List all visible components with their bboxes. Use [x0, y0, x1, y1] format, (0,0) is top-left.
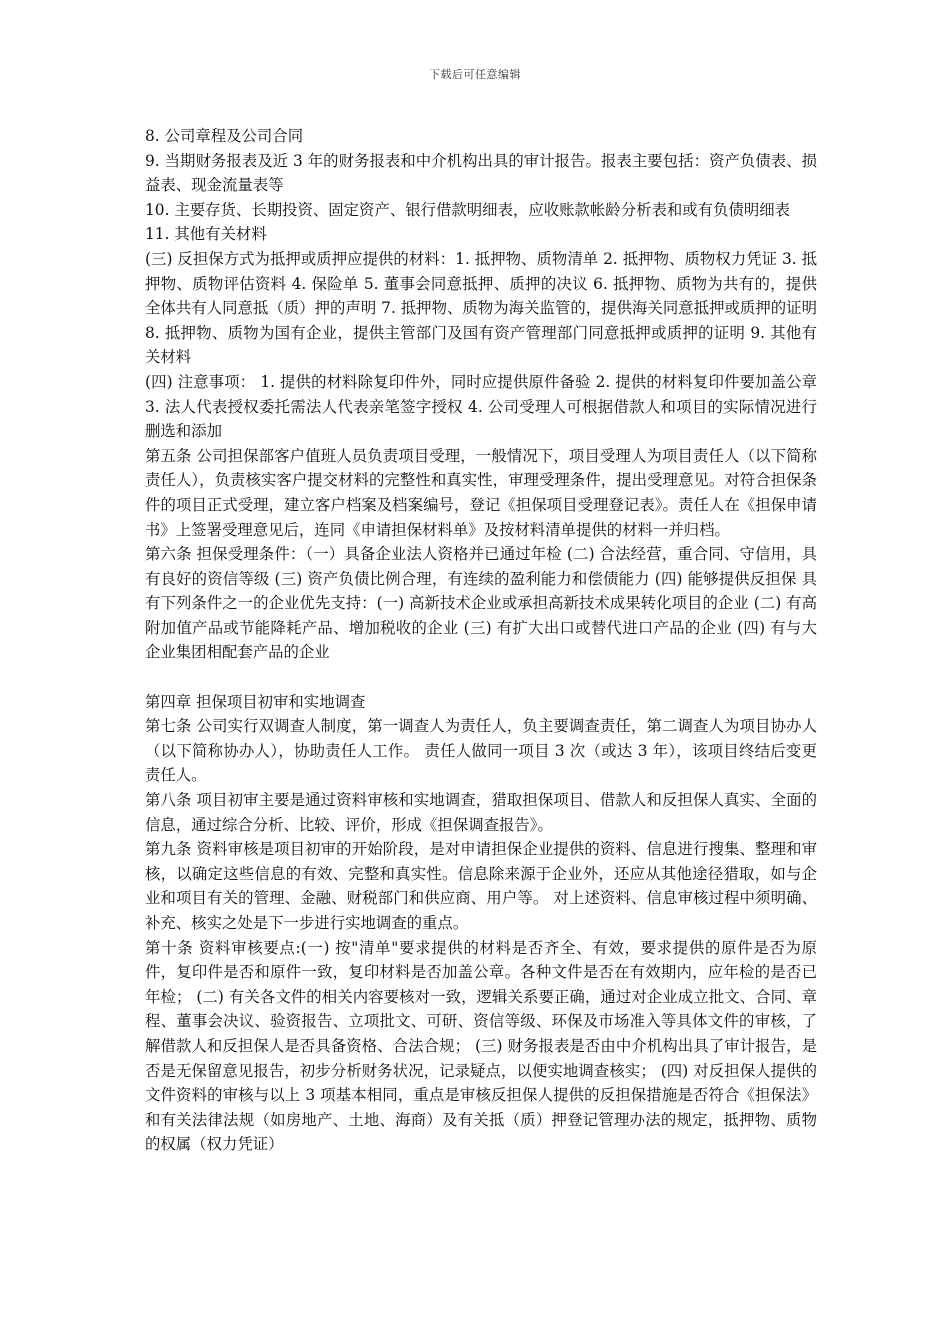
paragraph-article-10: 第十条 资料审核要点:(一) 按"清单"要求提供的材料是否齐全、有效，要求提供的原件是否为原件，复印件是否和原件一致，复印材料是否加盖公章。各种文件是否在有效期内，应年检的是否已年检； (二) 有关各文件的相关内容要核对一致，逻辑关系要正确，通过对企业成立批文、合同、章程、董事会决议、验资报告、立项批文、可研、资信等级、环保及市场准入等具体文件的审核，了解借款人和反担保人是否具备资格、合法合规； (三) 财务报表是否由中介机构出具了审计报告，是否是无保留意见报告，初步分析财务状况，记录疑点，以便实地调查核实； (四) 对反担保人提供的文件资料的审核与以上 3 项基本相同，重点是审核反担保人提供的反担保措施是否符合《担保法》和有关法律法规（如房地产、土地、海商）及有关抵（质）押登记管理办法的规定，抵押物、质物的权属（权力凭证） — [145, 938, 817, 1154]
paragraph-item-11: 11. 其他有关材料 — [145, 225, 267, 244]
paragraph-notes: (四) 注意事项： 1. 提供的材料除复印件外，同时应提供原件备验 2. 提供的材料复印件要加盖公章 3. 法人代表授权委托需法人代表亲笔签字授权 4. 公司受理人可根据借款人和项目的实际情况进行删选和添加 — [145, 372, 817, 441]
document-body — [145, 124, 817, 1157]
paragraph-article-8: 第八条 项目初审主要是通过资料审核和实地调查，猎取担保项目、借款人和反担保人真实、全面的信息，通过综合分析、比较、评价，形成《担保调查报告》。 — [145, 791, 817, 834]
page-header: 下载后可任意编辑 — [429, 68, 521, 81]
paragraph-item-8: 8. 公司章程及公司合同 — [145, 127, 304, 145]
paragraph-item-10: 10. 主要存货、长期投资、固定资产、银行借款明细表，应收账款帐龄分析表和或有负债明细表 — [145, 200, 790, 219]
paragraph-article-5: 第五条 公司担保部客户值班人员负责项目受理，一般情况下，项目受理人为项目责任人（以下简称责任人），负责核实客户提交材料的完整性和真实性，审理受理条件，提出受理意见。对符合担保条件的项目正式受理，建立客户档案及档案编号，登记《担保项目受理登记表》。责任人在《担保申请书》上签署受理意见后，连同《申请担保材料单》及按材料清单提供的材料一并归档。 — [145, 446, 817, 539]
paragraph-item-9: 9. 当期财务报表及近 3 年的财务报表和中介机构出具的审计报告。报表主要包括：资产负债表、损益表、现金流量表等 — [145, 151, 817, 195]
paragraph-article-7: 第七条 公司实行双调查人制度，第一调查人为责任人，负主要调查责任，第二调查人为项目协办人（以下简称协办人），协助责任人工作。 责任人做同一项目 3 次（或达 3 年），该项目终结后变更责任人。 — [145, 717, 817, 785]
chapter-heading-4: 第四章 担保项目初审和实地调查 — [145, 692, 366, 711]
paragraph-article-9: 第九条 资料审核是项目初审的开始阶段，是对申请担保企业提供的资料、信息进行搜集、整理和审核，以确定这些信息的有效、完整和真实性。信息除来源于企业外，还应从其他途径猎取，如与企业和项目有关的管理、金融、财税部门和供应商、用户等。 对上述资料、信息审核过程中须明确、补充、核实之处是下一步进行实地调查的重点。 — [145, 840, 817, 932]
paragraph-article-6: 第六条 担保受理条件：（一）具备企业法人资格并已通过年检 (二) 合法经营，重合同、守信用，具有良好的资信等级 (三) 资产负债比例合理，有连续的盈利能力和偿债能力 (四) 能够提供反担保 具有下列条件之一的企业优先支持：(一) 高新技术企业或承担高新技术成果转化项目的企业 (二) 有高附加值产品或节能降耗产品、增加税收的企业 (三) 有扩大出口或替代进口产品的企业 (四) 有与大企业集团相配套产品的企业 — [145, 545, 817, 662]
blank-line — [145, 665, 817, 690]
paragraph-counter-guarantee-materials: (三) 反担保方式为抵押或质押应提供的材料：1. 抵押物、质物清单 2. 抵押物、质物权力凭证 3. 抵押物、质物评估资料 4. 保险单 5. 董事会同意抵押、质押的决议 6. 抵押物、质物为共有的，提供全体共有人同意抵（质）押的声明 7. 抵押物、质物为海关监管的，提供海关同意抵押或质押的证明 8. 抵押物、质物为国有企业，提供主管部门及国有资产管理部门同意抵押或质押的证明 9. 其他有关材料 — [145, 249, 817, 367]
